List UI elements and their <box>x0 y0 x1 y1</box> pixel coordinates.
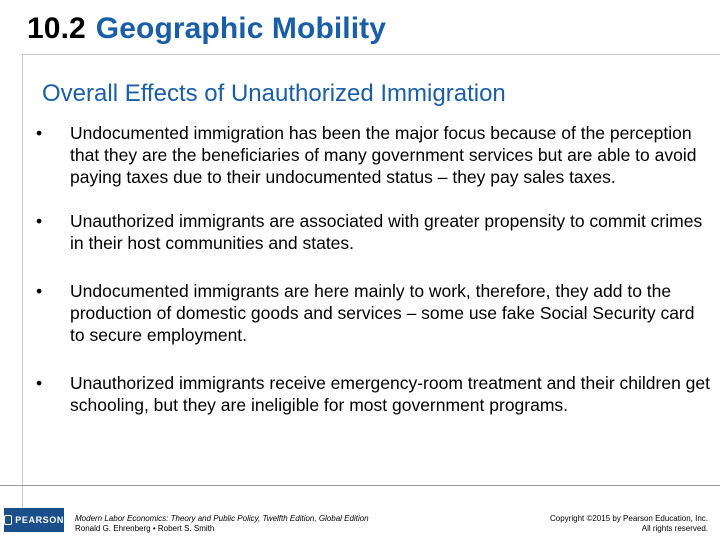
bullet-text: Undocumented immigrants are here mainly to work, therefore, they add to the production of domestic goods and services – some use fake Social Security card to secure employment. <box>70 281 695 345</box>
rights-line: All rights reserved. <box>641 524 708 533</box>
slide-header <box>27 12 386 46</box>
header-divider <box>22 54 720 55</box>
bullet-item <box>30 210 710 254</box>
bullet-marker: • <box>36 123 43 143</box>
bullet-item <box>30 280 710 346</box>
section-topic: Geographic Mobility <box>95 12 387 45</box>
footer-divider <box>0 485 720 486</box>
copyright-notice <box>550 514 708 534</box>
pearson-logo-icon <box>4 515 12 525</box>
publisher-logo-text: PEARSON <box>15 515 64 525</box>
left-divider <box>22 54 23 514</box>
book-authors: Ronald G. Ehrenberg • Robert S. Smith <box>75 524 215 533</box>
book-title: Modern Labor Economics: Theory and Public Policy, Twelfth Edition, Global Edition <box>75 514 369 523</box>
bullet-marker: • <box>36 281 43 301</box>
slide-subtitle: Overall Effects of Unauthorized Immigration <box>42 80 506 107</box>
bullet-text: Undocumented immigration has been the major focus because of the perception that they are the beneficiaries of many government services but are able to avoid paying taxes due to their undocumented status – they pay sales taxes. <box>70 123 697 187</box>
section-number: 10.2 <box>27 12 86 45</box>
book-citation <box>75 514 369 534</box>
bullet-marker: • <box>36 211 43 231</box>
bullet-marker: • <box>36 373 43 393</box>
publisher-logo <box>4 508 64 532</box>
bullet-list <box>30 122 710 416</box>
bullet-text: Unauthorized immigrants receive emergency-room treatment and their children get schooling, but they are ineligible for most government programs. <box>70 373 711 415</box>
bullet-text: Unauthorized immigrants are associated with greater propensity to commit crimes in their host communities and states. <box>70 211 703 253</box>
copyright-line: Copyright ©2015 by Pearson Education, Inc. <box>550 514 708 523</box>
bullet-item <box>30 122 710 188</box>
bullet-item <box>30 372 710 416</box>
